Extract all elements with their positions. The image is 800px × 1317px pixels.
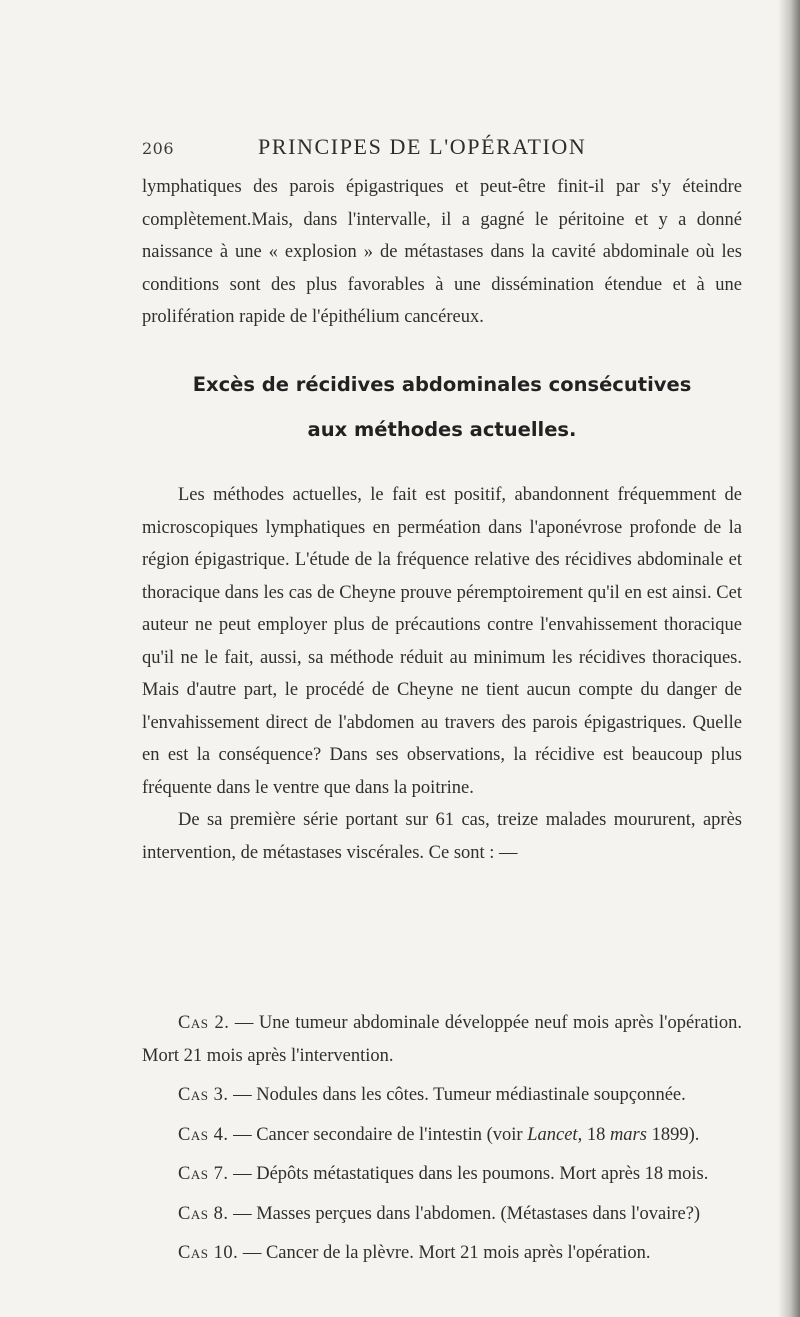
running-title: PRINCIPES DE L'OPÉRATION xyxy=(258,134,587,159)
case-item xyxy=(142,1158,742,1191)
case-item xyxy=(142,1119,742,1152)
case-item xyxy=(142,1007,742,1072)
case-label: Cas 4. xyxy=(178,1124,229,1145)
case-label: Cas 7. xyxy=(178,1164,229,1184)
section-body xyxy=(142,479,742,869)
section-heading-line-2: aux méthodes actuelles. xyxy=(307,418,577,441)
case-text-end: 1899). xyxy=(646,1124,700,1145)
case-date-day: , 18 xyxy=(577,1124,610,1145)
case-list xyxy=(142,1007,742,1277)
page-edge-shadow xyxy=(778,0,800,1317)
case-label: Cas 3. xyxy=(178,1085,229,1105)
intro-paragraph: lymphatiques des parois épigastriques et peut-être finit-il par s'y éteindre complètement.Mais, dans l'intervalle, il a gagné le péritoine et y a donné naissance à une « explosion » de métastases dans la cavité abdominale où les conditions sont des plus favorables à une dissémination étendue et à une prolifération rapide de l'épithélium cancéreux. xyxy=(142,177,742,327)
case-text: — Dépôts métastatiques dans les poumons. Mort après 18 mois. xyxy=(233,1164,709,1184)
case-label: Cas 8. xyxy=(178,1203,229,1224)
case-text: — Masses perçues dans l'abdomen. (Métastases dans l'ovaire?) xyxy=(233,1203,701,1224)
section-paragraph-1: Les méthodes actuelles, le fait est positif, abandonnent fréquemment de microscopiques lymphatiques en perméation dans l'aponévrose profonde de la région épigastrique. L'étude de la fréquence relative des récidives abdominale et thoracique dans les cas de Cheyne prouve péremptoirement qu'il en est ainsi. Cet auteur ne peut employer plus de précautions contre l'envahissement thoracique qu'il ne le fait, aussi, sa méthode réduit au minimum les récidives thoraciques. Mais d'autre part, le procédé de Cheyne ne tient aucun compte du danger de l'envahissement direct de l'abdomen au travers des parois épigastriques. Quelle en est la conséquence? Dans ses observations, la récidive est beaucoup plus fréquente dans le ventre que dans la poitrine. xyxy=(142,485,742,798)
intro-paragraph-block xyxy=(142,171,742,334)
section-heading-line-1: Excès de récidives abdominales consécutives xyxy=(192,373,692,396)
case-label: Cas 2. xyxy=(178,1013,230,1033)
case-item xyxy=(142,1198,742,1231)
case-text: — Nodules dans les côtes. Tumeur médiastinale soupçonnée. xyxy=(233,1085,686,1105)
case-text: — Cancer secondaire de l'intestin (voir xyxy=(233,1124,528,1145)
case-date-month: mars xyxy=(609,1124,647,1145)
case-text: — Cancer de la plèvre. Mort 21 mois après l'opération. xyxy=(242,1243,651,1263)
page-number: 206 xyxy=(142,139,175,158)
case-item xyxy=(142,1079,742,1112)
case-item xyxy=(142,1237,742,1270)
case-label: Cas 10. xyxy=(178,1243,239,1263)
section-paragraph-2: De sa première série portant sur 61 cas, treize malades moururent, après intervention, de métastases viscérales. Ce sont : — xyxy=(142,810,742,863)
journal-title: Lancet xyxy=(527,1124,578,1145)
case-text: — Une tumeur abdominale développée neuf mois après l'opération. Mort 21 mois après l'intervention. xyxy=(142,1013,743,1066)
